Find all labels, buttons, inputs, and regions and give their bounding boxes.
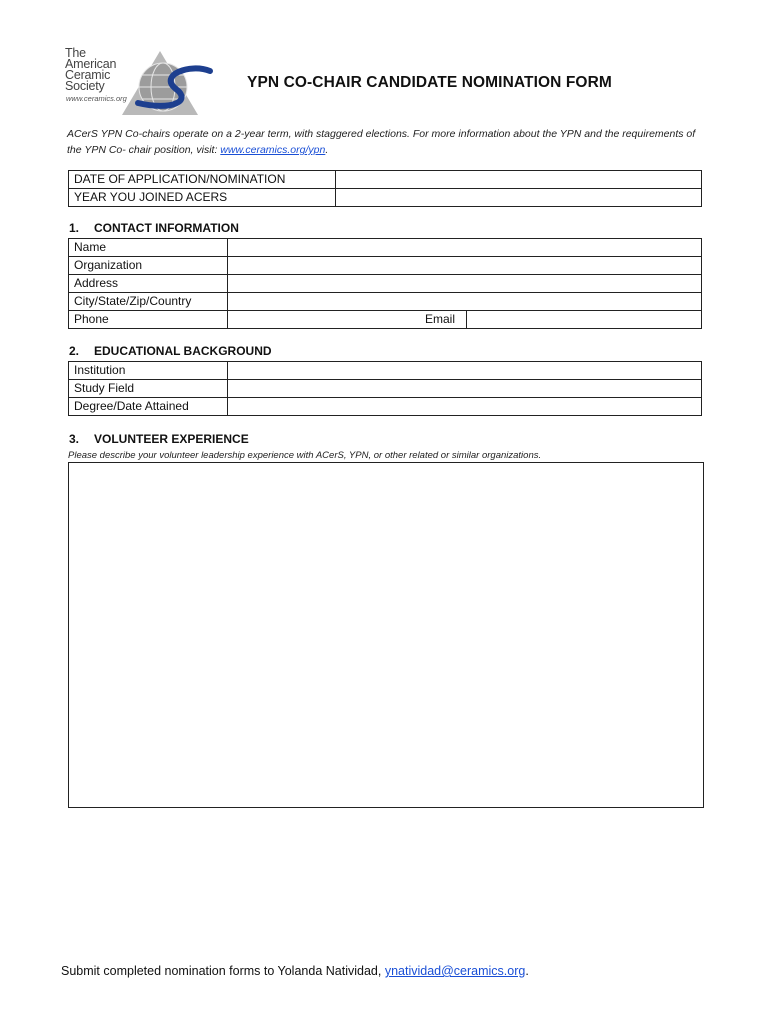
volunteer-hint: Please describe your volunteer leadership experience with ACerS, YPN, or other related or similar organizations. bbox=[68, 450, 542, 461]
table-row bbox=[69, 293, 702, 311]
footer-text: Submit completed nomination forms to Yolanda Natividad, bbox=[61, 964, 385, 978]
logo-line: American bbox=[65, 57, 117, 71]
organization-field[interactable] bbox=[228, 257, 702, 275]
name-label: Name bbox=[69, 239, 228, 257]
ypn-link[interactable]: www.ceramics.org/ypn bbox=[220, 144, 326, 156]
email-label: Email bbox=[420, 311, 467, 329]
phone-label: Phone bbox=[69, 311, 228, 329]
volunteer-experience-textarea[interactable] bbox=[68, 462, 704, 808]
section-contact-heading bbox=[69, 221, 239, 235]
education-table bbox=[68, 361, 702, 416]
table-row bbox=[69, 189, 702, 207]
email-field[interactable] bbox=[467, 311, 702, 329]
study-field-input[interactable] bbox=[228, 380, 702, 398]
table-row bbox=[69, 398, 702, 416]
table-row bbox=[69, 257, 702, 275]
table-row bbox=[69, 380, 702, 398]
table-row bbox=[69, 362, 702, 380]
logo-line: Ceramic bbox=[65, 68, 111, 82]
footer-note bbox=[61, 964, 529, 978]
logo-line: The bbox=[65, 46, 86, 60]
section-title: CONTACT INFORMATION bbox=[94, 221, 239, 235]
logo-text bbox=[65, 48, 116, 92]
section-title: EDUCATIONAL BACKGROUND bbox=[94, 344, 272, 358]
acers-logo bbox=[60, 45, 240, 117]
institution-label: Institution bbox=[69, 362, 228, 380]
logo-url: www.ceramics.org bbox=[66, 94, 127, 103]
intro-body: ACerS YPN Co-chairs operate on a 2-year term, with staggered elections. For more information about the YPN and the requirements of the YPN Co- chair position, visit: bbox=[67, 128, 696, 156]
table-row bbox=[69, 239, 702, 257]
application-table bbox=[68, 170, 702, 207]
section-number: 3. bbox=[69, 432, 80, 446]
logo-line: Society bbox=[65, 79, 105, 93]
address-field[interactable] bbox=[228, 275, 702, 293]
section-education-heading bbox=[69, 344, 272, 358]
intro-text bbox=[67, 126, 707, 158]
institution-field[interactable] bbox=[228, 362, 702, 380]
study-field-label: Study Field bbox=[69, 380, 228, 398]
table-row bbox=[69, 171, 702, 189]
section-volunteer-heading bbox=[69, 432, 249, 446]
organization-label: Organization bbox=[69, 257, 228, 275]
intro-end: . bbox=[325, 144, 329, 156]
section-title: VOLUNTEER EXPERIENCE bbox=[94, 432, 249, 446]
address-label: Address bbox=[69, 275, 228, 293]
year-joined-field[interactable] bbox=[336, 189, 702, 207]
footer-end: . bbox=[525, 964, 529, 978]
city-state-field[interactable] bbox=[228, 293, 702, 311]
footer-email-link[interactable]: ynatividad@ceramics.org bbox=[384, 964, 526, 978]
table-row bbox=[69, 311, 702, 329]
page-title: YPN CO-CHAIR CANDIDATE NOMINATION FORM bbox=[247, 74, 612, 91]
degree-label: Degree/Date Attained bbox=[69, 398, 228, 416]
phone-field[interactable] bbox=[228, 311, 421, 329]
section-number: 1. bbox=[69, 221, 80, 235]
date-field[interactable] bbox=[336, 171, 702, 189]
name-field[interactable] bbox=[228, 239, 702, 257]
section-number: 2. bbox=[69, 344, 80, 358]
contact-table bbox=[68, 238, 702, 329]
year-joined-label: YEAR YOU JOINED ACERS bbox=[69, 189, 336, 207]
city-state-label: City/State/Zip/Country bbox=[69, 293, 228, 311]
degree-field[interactable] bbox=[228, 398, 702, 416]
table-row bbox=[69, 275, 702, 293]
date-label: DATE OF APPLICATION/NOMINATION bbox=[69, 171, 336, 189]
